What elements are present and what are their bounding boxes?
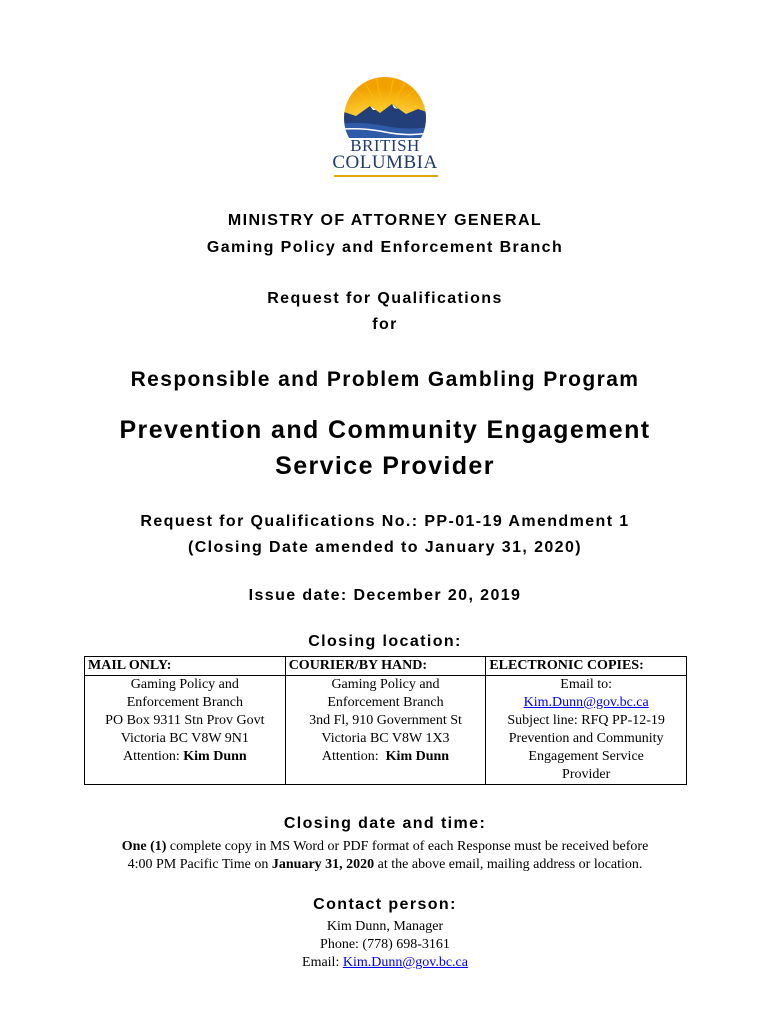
courier-line: 3nd Fl, 910 Government St: [309, 713, 462, 728]
electronic-line: Prevention and Community: [508, 731, 664, 746]
courier-line: Victoria BC V8W 1X3: [321, 731, 450, 746]
mail-attention: [88, 748, 282, 766]
electronic-line: Subject line: RFQ PP-12-19: [507, 713, 665, 728]
attention-label: Attention:: [122, 749, 184, 764]
rfq-heading: Request for Qualifications: [267, 290, 503, 307]
closing-time-text: [0, 838, 770, 874]
courier-cell: [285, 676, 486, 785]
mail-cell: [85, 676, 286, 785]
logo-line-columbia: COLUMBIA: [332, 152, 438, 173]
logo-line-british: BRITISH: [350, 136, 420, 155]
contact-heading: Contact person:: [313, 896, 457, 913]
closing-date: January 31, 2020: [271, 857, 375, 872]
issue-date: Issue date: December 20, 2019: [248, 587, 522, 604]
contact-details: [0, 918, 770, 972]
mail-header: MAIL ONLY:: [85, 657, 286, 676]
mail-line: PO Box 9311 Stn Prov Govt: [105, 713, 265, 728]
for-text: for: [372, 316, 398, 333]
closing-location-heading: Closing location:: [308, 633, 462, 650]
closing-text-2: 4:00 PM Pacific Time on: [127, 857, 272, 872]
courier-line: Enforcement Branch: [327, 695, 444, 710]
closing-text-1: complete copy in MS Word or PDF format of each Response must be received before: [166, 839, 649, 854]
rfq-number: Request for Qualifications No.: PP-01-19 Amendment 1: [140, 513, 630, 530]
bc-logo: [326, 76, 444, 180]
closing-text-3: at the above email, mailing address or location.: [374, 857, 643, 872]
branch-heading: Gaming Policy and Enforcement Branch: [206, 239, 564, 256]
contact-phone: Phone: (778) 698-3161: [320, 937, 450, 952]
closing-date-amended: (Closing Date amended to January 31, 2020): [187, 539, 583, 556]
closing-location-table: [84, 656, 687, 785]
contact-name: Kim Dunn, Manager: [326, 919, 444, 934]
mail-line: Enforcement Branch: [126, 695, 243, 710]
courier-header: COURIER/BY HAND:: [285, 657, 486, 676]
courier-line: Gaming Policy and: [331, 677, 440, 692]
attention-name: Kim Dunn: [183, 749, 247, 764]
electronic-email-link[interactable]: Kim.Dunn@gov.bc.ca: [523, 695, 649, 710]
electronic-header: ELECTRONIC COPIES:: [486, 657, 687, 676]
logo-underline: [334, 175, 438, 177]
electronic-cell: [486, 676, 687, 785]
attention-label: Attention:: [321, 749, 386, 764]
ministry-heading: MINISTRY OF ATTORNEY GENERAL: [227, 212, 543, 229]
contact-email-link[interactable]: Kim.Dunn@gov.bc.ca: [342, 955, 468, 970]
mail-line: Gaming Policy and: [130, 677, 239, 692]
electronic-line: Engagement Service: [528, 749, 644, 764]
attention-name: Kim Dunn: [385, 749, 450, 764]
program-title: Responsible and Problem Gambling Program: [130, 368, 640, 391]
copy-count: One (1): [121, 839, 167, 854]
mail-line: Victoria BC V8W 9N1: [120, 731, 249, 746]
email-to-label: Email to:: [560, 677, 613, 692]
electronic-line: Provider: [562, 767, 611, 782]
service-title-line1: Prevention and Community Engagement: [119, 416, 651, 444]
service-title-line2: Service Provider: [275, 452, 495, 480]
courier-attention: [289, 748, 483, 766]
contact-email-label: Email:: [302, 955, 343, 970]
closing-time-heading: Closing date and time:: [283, 815, 487, 832]
